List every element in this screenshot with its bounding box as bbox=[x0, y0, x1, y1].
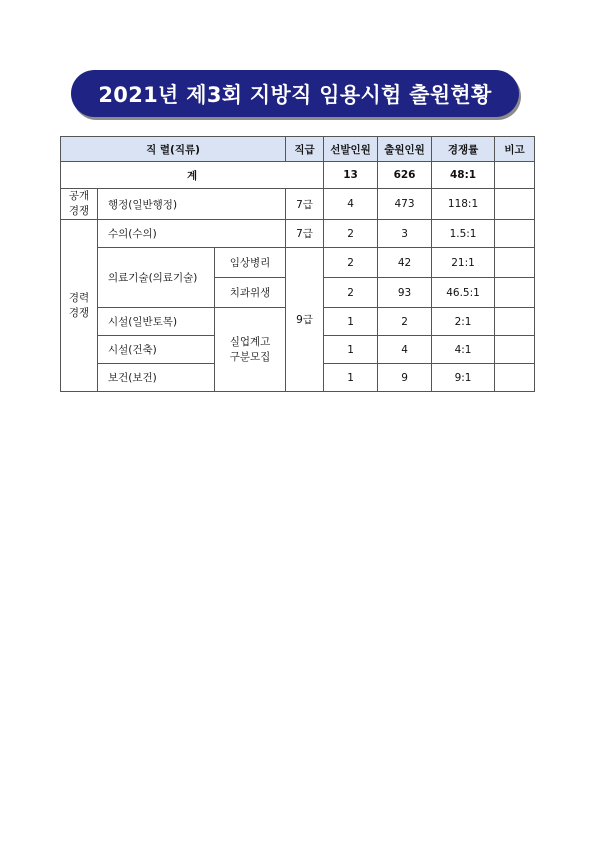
grade-vet: 7급 bbox=[286, 220, 324, 248]
series-arch: 시설(건축) bbox=[98, 336, 215, 364]
table-row-open-admin bbox=[61, 189, 535, 220]
grade-admin: 7급 bbox=[286, 189, 324, 220]
recruit-note: 실업계고 구분모집 bbox=[215, 308, 286, 392]
ratio-clinical: 21:1 bbox=[432, 248, 495, 278]
sub-clinical: 임상병리 bbox=[215, 248, 286, 278]
note-civil bbox=[495, 308, 535, 336]
applicants-vet: 3 bbox=[378, 220, 432, 248]
selected-clinical: 2 bbox=[324, 248, 378, 278]
header-row bbox=[61, 137, 535, 162]
ratio-arch: 4:1 bbox=[432, 336, 495, 364]
category-open: 공개 경쟁 bbox=[61, 189, 98, 220]
application-status-table bbox=[60, 136, 535, 392]
applicants-admin: 473 bbox=[378, 189, 432, 220]
header-ratio: 경쟁률 bbox=[432, 137, 495, 162]
series-civil: 시설(일반토목) bbox=[98, 308, 215, 336]
sub-dental: 치과위생 bbox=[215, 278, 286, 308]
header-series: 직 렬(직류) bbox=[61, 137, 286, 162]
note-admin bbox=[495, 189, 535, 220]
total-ratio: 48:1 bbox=[432, 162, 495, 189]
note-dental bbox=[495, 278, 535, 308]
total-selected: 13 bbox=[324, 162, 378, 189]
total-row bbox=[61, 162, 535, 189]
header-note: 비고 bbox=[495, 137, 535, 162]
selected-arch: 1 bbox=[324, 336, 378, 364]
selected-vet: 2 bbox=[324, 220, 378, 248]
applicants-civil: 2 bbox=[378, 308, 432, 336]
series-vet: 수의(수의) bbox=[98, 220, 286, 248]
series-admin: 행정(일반행정) bbox=[98, 189, 286, 220]
page-title: 2021년 제3회 지방직 임용시험 출원현황 bbox=[98, 82, 492, 107]
selected-civil: 1 bbox=[324, 308, 378, 336]
applicants-dental: 93 bbox=[378, 278, 432, 308]
ratio-dental: 46.5:1 bbox=[432, 278, 495, 308]
grade-9: 9급 bbox=[286, 248, 324, 392]
title-banner bbox=[71, 70, 519, 117]
series-health: 보건(보건) bbox=[98, 364, 215, 392]
applicants-clinical: 42 bbox=[378, 248, 432, 278]
total-label: 계 bbox=[61, 162, 324, 189]
table-row-vet bbox=[61, 220, 535, 248]
header-applicants: 출원인원 bbox=[378, 137, 432, 162]
ratio-vet: 1.5:1 bbox=[432, 220, 495, 248]
note-clinical bbox=[495, 248, 535, 278]
ratio-civil: 2:1 bbox=[432, 308, 495, 336]
ratio-admin: 118:1 bbox=[432, 189, 495, 220]
table-row-clinical bbox=[61, 248, 535, 278]
selected-admin: 4 bbox=[324, 189, 378, 220]
applicants-health: 9 bbox=[378, 364, 432, 392]
category-career: 경력 경쟁 bbox=[61, 220, 98, 392]
note-health bbox=[495, 364, 535, 392]
series-medtech: 의료기술(의료기술) bbox=[98, 248, 215, 308]
ratio-health: 9:1 bbox=[432, 364, 495, 392]
selected-health: 1 bbox=[324, 364, 378, 392]
note-vet bbox=[495, 220, 535, 248]
selected-dental: 2 bbox=[324, 278, 378, 308]
header-grade: 직급 bbox=[286, 137, 324, 162]
note-arch bbox=[495, 336, 535, 364]
total-applicants: 626 bbox=[378, 162, 432, 189]
applicants-arch: 4 bbox=[378, 336, 432, 364]
header-selected: 선발인원 bbox=[324, 137, 378, 162]
total-note bbox=[495, 162, 535, 189]
